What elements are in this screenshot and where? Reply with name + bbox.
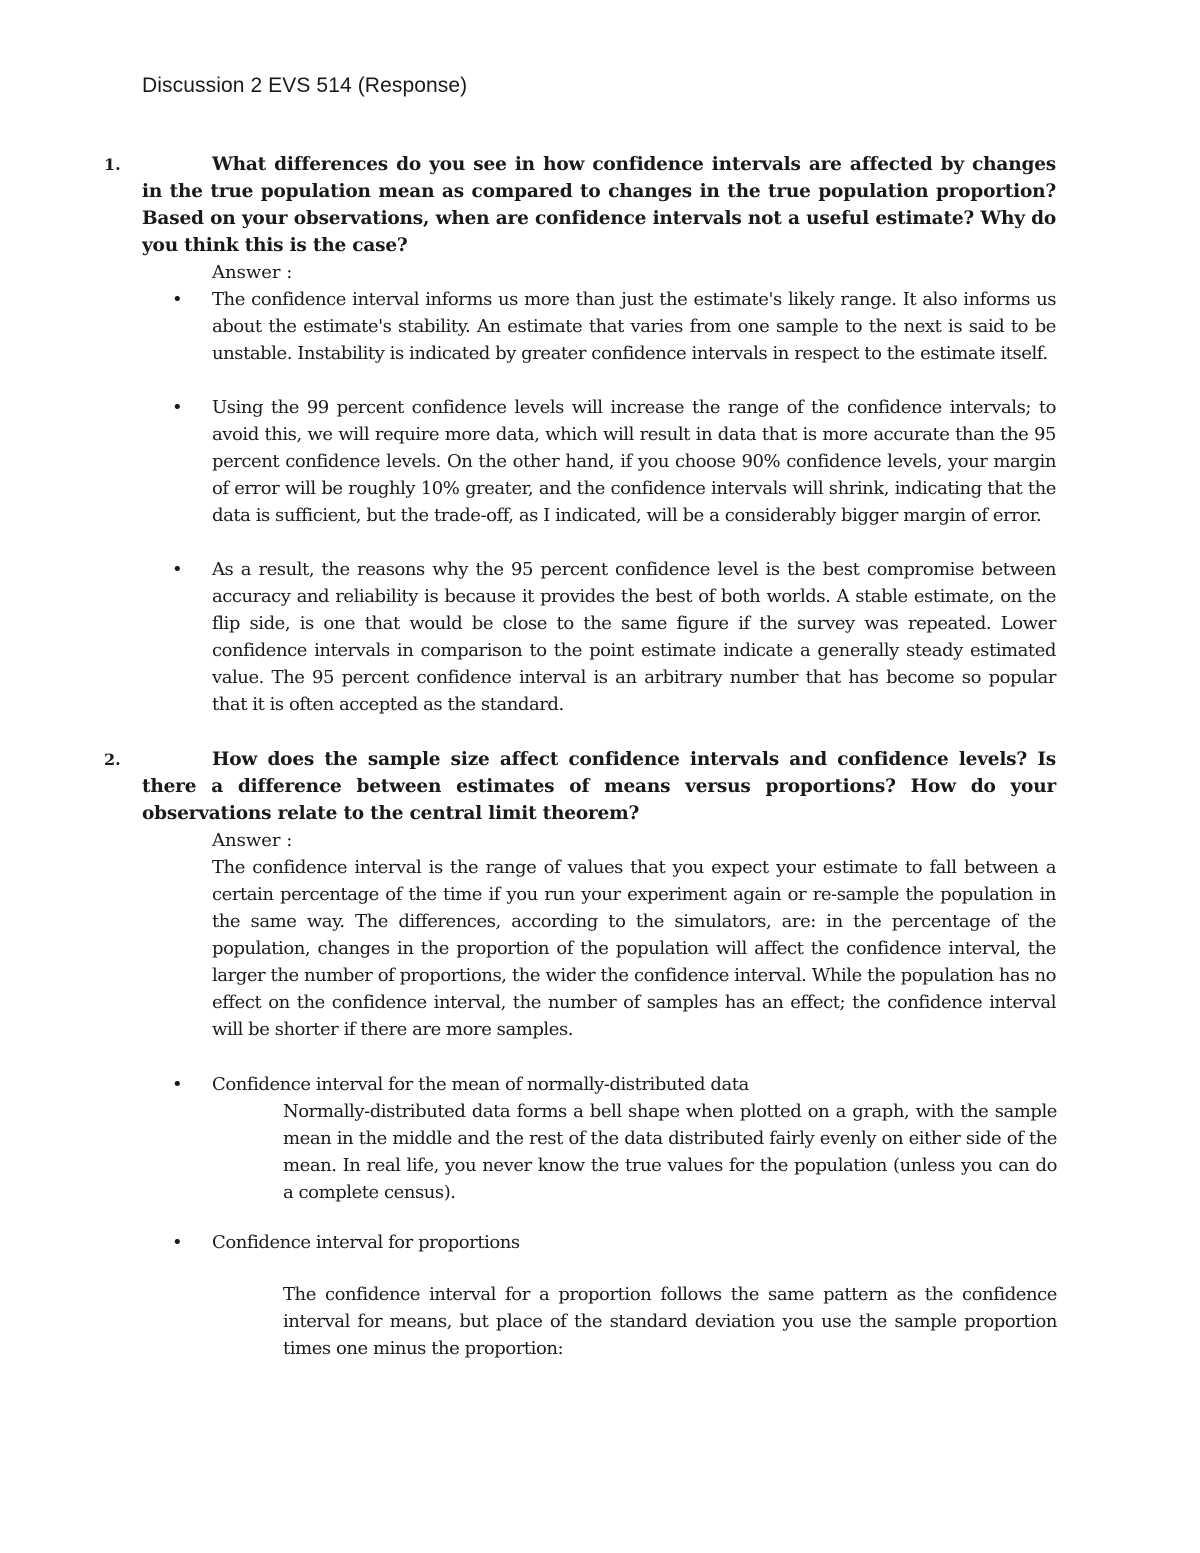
q1-bullet-1: The confidence interval informs us more than just the estimate's likely range. It also informs us about the estimate's stability. An estimate that varies from one sample to the next is said to be unstable. Instability is indicated by greater confidence intervals in respect to the estimate itself.: [212, 289, 1056, 364]
question-1-text: What differences do you see in how confidence intervals are affected by changes in the true population mean as compared to changes in the true population proportion? Based on your observations, when are confidence intervals not a useful estimate? Why do you think this is the case?: [142, 154, 1056, 256]
bullet-icon: •: [172, 1074, 183, 1095]
q1-bullet-3: As a result, the reasons why the 95 percent confidence level is the best compromise between accuracy and reliability is because it provides the best of both worlds. A stable estimate, on the flip side, is one that would be close to the same figure if the survey was repeated. Lower confidence intervals in comparison to the point estimate indicate a generally steady estimated value. The 95 percent confidence interval is an arbitrary number that has become so popular that it is often accepted as the standard.: [212, 559, 1056, 715]
q2-bullet-mean-text: Normally-distributed data forms a bell shape when plotted on a graph, with the sample mean in the middle and the rest of the data distributed fairly evenly on either side of the mean. In real life, you never know the true values for the population (unless you can do a complete census).: [283, 1101, 1057, 1203]
document-title: Discussion 2 EVS 514 (Response): [142, 74, 468, 97]
question-2-answer-label: Answer :: [212, 830, 293, 851]
question-1-answer-label: Answer :: [212, 262, 293, 283]
q2-bullet-prop-text: The confidence interval for a proportion follows the same pattern as the confidence interval for means, but place of the standard deviation you use the sample proportion times one minus the proportion:: [283, 1284, 1057, 1359]
bullet-icon: •: [172, 397, 183, 418]
question-2-number: 2.: [104, 750, 121, 769]
q2-bullet-mean-heading: Confidence interval for the mean of normally-distributed data: [212, 1074, 749, 1095]
bullet-icon: •: [172, 1232, 183, 1253]
q1-bullet-2: Using the 99 percent confidence levels will increase the range of the confidence intervals; to avoid this, we will require more data, which will result in data that is more accurate than the 95 percent confidence levels. On the other hand, if you choose 90% confidence levels, your margin of error will be roughly 10% greater, and the confidence intervals will shrink, indicating that the data is sufficient, but the trade-off, as I indicated, will be a considerably bigger margin of error.: [212, 397, 1056, 526]
q2-answer-paragraph: The confidence interval is the range of values that you expect your estimate to fall between a certain percentage of the time if you run your experiment again or re-sample the population in the same way. The differences, according to the simulators, are: in the percentage of the population, changes in the proportion of the population will affect the confidence interval, the larger the number of proportions, the wider the confidence interval. While the population has no effect on the confidence interval, the number of samples has an effect; the confidence interval will be shorter if there are more samples.: [212, 857, 1056, 1040]
q2-bullet-prop-heading: Confidence interval for proportions: [212, 1232, 520, 1253]
question-1-number: 1.: [104, 155, 121, 174]
bullet-icon: •: [172, 559, 183, 580]
question-2-text: How does the sample size affect confidence intervals and confidence levels? Is there a difference between estimates of means versus proportions? How do your observations relate to the central limit theorem?: [142, 749, 1056, 824]
bullet-icon: •: [172, 289, 183, 310]
